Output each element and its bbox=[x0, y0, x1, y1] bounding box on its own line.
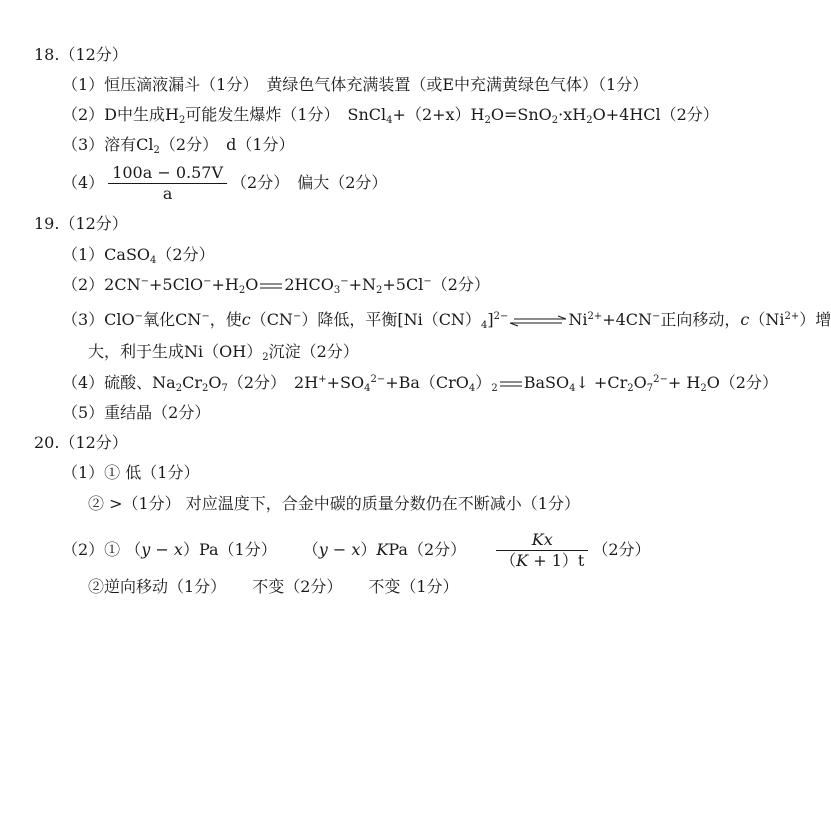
q18-part4: （4） $\frac{100a - 0.57V}{a}$ （2分） 偏大（2分） bbox=[62, 163, 388, 203]
q18-part1: （1）恒压滴液漏斗（1分） 黄绿色气体充满装置（或E中充满黄绿色气体）（1分） bbox=[62, 75, 649, 94]
equals-sign-icon bbox=[500, 380, 522, 388]
q19-part4: （4）硫酸、$Na_2Cr_2O_7(2$分） $2H^++SO_4^{2-}+Ba(CrO_4)_2$ BaSO$_4$↓ $+Cr_2O_7^{2-}+ H_2O(2$分） bbox=[62, 373, 778, 394]
equilibrium-arrow-icon bbox=[508, 316, 568, 326]
q19-part1: （1）CaSO$_4$（2分） bbox=[62, 245, 215, 266]
equals-sign-icon bbox=[260, 282, 282, 290]
q19-part2: $(2)2CN^-+5ClO^-+H_2O$ $2HCO_3^-+N_2+5Cl^-(2$分） bbox=[62, 275, 490, 296]
q19-part3: （3）ClO−氧化CN−，使c（CN−）降低，平衡$[Ni(CN)_4]^{2-}$ $Ni^{2+}+4CN^-$正向移动，$c(Ni^{2+})$增 bbox=[62, 310, 831, 331]
q20-fraction: $\frac{Kx}{(K + 1)t}$ bbox=[496, 530, 588, 571]
q20-header: 20.（12分） bbox=[34, 433, 128, 452]
q19-header: 19.（12分） bbox=[34, 214, 128, 233]
q19-part3-continued: 大，利于生成$Ni(OH)_2$沉淀（2分） bbox=[88, 342, 359, 363]
q20-part2-2: ②逆向移动（1分） 不变（2分） 不变（1分） bbox=[88, 577, 459, 596]
q20-part1-1: （1）① 低（1分） bbox=[62, 463, 200, 482]
q20-part1-2: ② >（1分） 对应温度下，合金中碳的质量分数仍在不断减小（1分） bbox=[88, 494, 580, 513]
q19-part5: （5）重结晶（2分） bbox=[62, 403, 211, 422]
q18-part2: （2）D中生成$H_2$可能发生爆炸（1分） $SnCl_4+(2+x)H_2O=SnO_2\cdot xH_2O+4HCl(2$分） bbox=[62, 105, 719, 126]
q18-fraction: $\frac{100a - 0.57V}{a}$ bbox=[108, 163, 227, 204]
q18-header: 18.（12分） bbox=[34, 45, 128, 64]
q20-part2-1: （2）① （y − x）Pa（1分） （y − x）KPa（2分） $\frac{Kx}{(K + 1)t}$ （2分） bbox=[62, 530, 651, 570]
q18-part3: （3）溶有$Cl_2(2$分） d（1分） bbox=[62, 135, 295, 156]
